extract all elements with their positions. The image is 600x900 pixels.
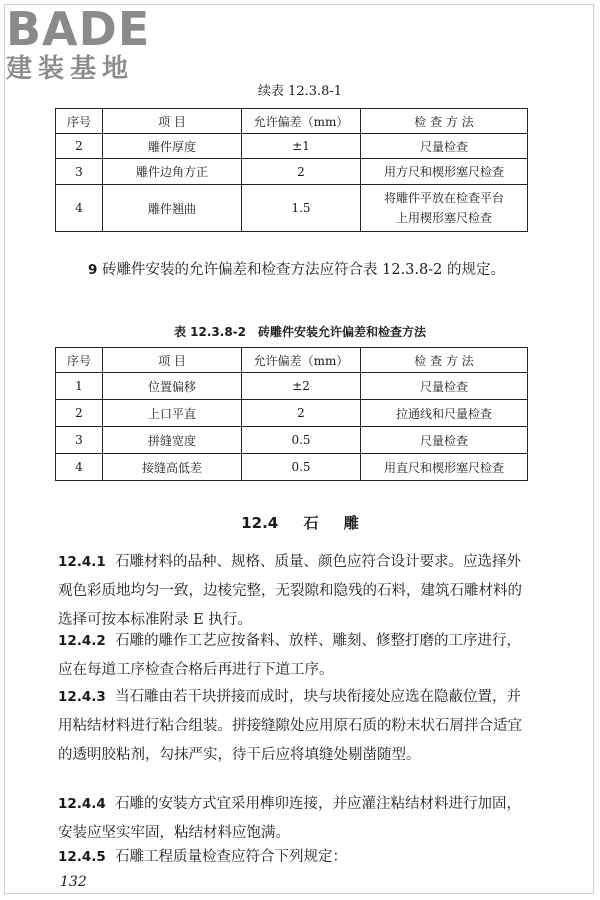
- clause-12-4-4: [58, 790, 534, 848]
- table-cell: 2: [56, 134, 103, 159]
- section-number: 12.4: [241, 514, 279, 532]
- column-header: 项 目: [103, 348, 242, 373]
- table-cell: 拉通线和尺量检查: [361, 400, 528, 427]
- logo-wordmark: BADE: [6, 2, 151, 56]
- table-cell: 0.5: [242, 454, 361, 481]
- table-cell: ±2: [242, 373, 361, 400]
- table-cell: 拼缝宽度: [103, 427, 242, 454]
- table-cell: 0.5: [242, 427, 361, 454]
- section-heading: [0, 512, 600, 533]
- column-header: 序号: [56, 109, 103, 134]
- section-title-part: 雕: [343, 514, 359, 532]
- clause-number: 12.4.3: [58, 689, 106, 705]
- table-row: [56, 185, 528, 232]
- table-cell: 尺量检查: [361, 427, 528, 454]
- clause-text: 石雕材料的品种、规格、质量、颜色应符合设计要求。应选择外观色彩质地均匀一致，边棱完整，无裂隙和隐残的石料，建筑石雕材料的选择可按本标准附录 E 执行。: [58, 554, 522, 628]
- table-row: [56, 159, 528, 185]
- clause-12-4-5: [58, 843, 534, 872]
- table2-caption: 表 12.3.8-2 砖雕件安装允许偏差和检查方法: [173, 325, 427, 339]
- logo-subtitle: 建装基地: [6, 54, 135, 84]
- clause-number: 12.4.5: [58, 849, 106, 865]
- table-cell: 用直尺和楔形塞尺检查: [361, 454, 528, 481]
- clause-text: 砖雕件安装的允许偏差和检查方法应符合表 12.3.8-2 的规定。: [102, 262, 505, 278]
- table-cell: 用方尺和楔形塞尺检查: [361, 159, 528, 185]
- table-cell: 尺量检查: [361, 373, 528, 400]
- table-cell: 2: [242, 159, 361, 185]
- clause-text: 当石雕由若干块拼接而成时，块与块衔接处应选在隐蔽位置，并用粘结材料进行粘合组装。拼接缝隙处应用原石质的粉末状石屑拌合适宜的透明胶粘剂，勾抹严实，待干后应将填缝处剔凿随型。: [58, 689, 522, 763]
- clause-number: 12.4.2: [58, 633, 106, 649]
- clause-9: [58, 256, 534, 285]
- page-number: 132: [60, 874, 87, 890]
- table-cell: 4: [56, 454, 103, 481]
- watermark-logo: [6, 4, 150, 84]
- clause-12-4-1: [58, 548, 534, 635]
- column-header: 允许偏差（mm）: [242, 348, 361, 373]
- column-header: 检 查 方 法: [361, 109, 528, 134]
- clause-text: 石雕工程质量检查应符合下列规定：: [115, 849, 348, 865]
- table-cell: 3: [56, 159, 103, 185]
- table-row: [56, 400, 528, 427]
- table2: [55, 347, 528, 481]
- table-cell: 4: [56, 185, 103, 232]
- table-header-row: [56, 109, 528, 134]
- section-title-part: 石: [303, 514, 319, 532]
- table-row: [56, 373, 528, 400]
- table-cell: 雕件边角方正: [103, 159, 242, 185]
- clause-number: 12.4.1: [58, 554, 106, 570]
- table-cell: 3: [56, 427, 103, 454]
- table-cell: 1: [56, 373, 103, 400]
- table-cell: 接缝高低差: [103, 454, 242, 481]
- clause-12-4-2: [58, 627, 534, 685]
- table-cell: ±1: [242, 134, 361, 159]
- table-cell: 上口平直: [103, 400, 242, 427]
- table-header-row: [56, 348, 528, 373]
- table-cell: 尺量检查: [361, 134, 528, 159]
- table-cell: 将雕件平放在检查平台上用楔形塞尺检查: [361, 185, 528, 232]
- table-row: [56, 427, 528, 454]
- clause-number: 12.4.4: [58, 796, 106, 812]
- table-cell: 2: [242, 400, 361, 427]
- table1-caption: 续表 12.3.8-1: [257, 84, 343, 99]
- clause-text: 石雕的安装方式宜采用榫卯连接，并应灌注粘结材料进行加固，安装应坚实牢固，粘结材料应饱满。: [58, 796, 522, 841]
- table-cell: 雕件厚度: [103, 134, 242, 159]
- column-header: 允许偏差（mm）: [242, 109, 361, 134]
- clause-text: 石雕的雕作工艺应按备料、放样、雕刻、修整打磨的工序进行，应在每道工序检查合格后再进行下道工序。: [58, 633, 522, 678]
- table-cell: 位置偏移: [103, 373, 242, 400]
- clause-number: 9: [88, 262, 98, 278]
- column-header: 项 目: [103, 109, 242, 134]
- clause-12-4-3: [58, 683, 534, 770]
- column-header: 序号: [56, 348, 103, 373]
- table-row: [56, 454, 528, 481]
- column-header: 检 查 方 法: [361, 348, 528, 373]
- table-cell: 2: [56, 400, 103, 427]
- table-cell: 雕件翘曲: [103, 185, 242, 232]
- table-cell: 1.5: [242, 185, 361, 232]
- table1: [55, 108, 528, 232]
- table-row: [56, 134, 528, 159]
